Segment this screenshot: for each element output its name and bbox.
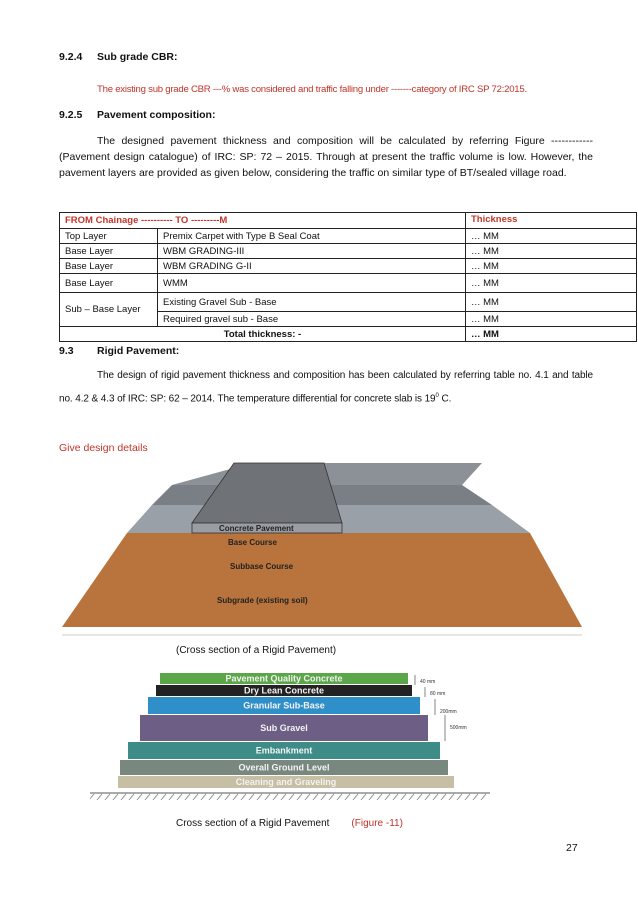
layer-label: Cleaning and Graveling bbox=[235, 777, 337, 787]
subbase-layer-cell: Sub – Base Layer bbox=[60, 293, 158, 327]
table-header-row bbox=[60, 213, 637, 229]
hatch-stroke bbox=[241, 794, 246, 800]
hatch-stroke bbox=[185, 794, 190, 800]
hatch-stroke bbox=[217, 794, 222, 800]
hatch-stroke bbox=[409, 794, 414, 800]
hatch-stroke bbox=[129, 794, 134, 800]
dim-label-1: 40 mm bbox=[420, 679, 436, 685]
hatch-stroke bbox=[105, 794, 110, 800]
material-cell: WBM GRADING G-II bbox=[158, 259, 466, 274]
hatch-stroke bbox=[457, 794, 462, 800]
hatch-stroke bbox=[137, 794, 142, 800]
give-design-details: Give design details bbox=[59, 442, 148, 454]
layer-stack bbox=[118, 673, 454, 788]
hatch-stroke bbox=[337, 794, 342, 800]
hatch-stroke bbox=[305, 794, 310, 800]
hatch-stroke bbox=[473, 794, 478, 800]
figure1-caption: (Cross section of a Rigid Pavement) bbox=[176, 645, 337, 656]
hatch-stroke bbox=[321, 794, 326, 800]
section-num-925: 9.2.5 bbox=[59, 109, 83, 121]
section-title-924: Sub grade CBR: bbox=[97, 51, 178, 63]
pavement-composition-table bbox=[59, 212, 637, 342]
layer-label: Overall Ground Level bbox=[238, 762, 330, 773]
section-title-925: Pavement composition: bbox=[97, 109, 216, 121]
rigid-text-a: The design of rigid pavement thickness and composition has been calculated by referring table no. 4.1 and table no. 4.2 & 4.3 of IRC: SP: 62 – 2014. The temperature differential for concrete slab is 19 bbox=[59, 370, 593, 405]
hatch-stroke bbox=[233, 794, 238, 800]
rigid-pavement-paragraph bbox=[59, 366, 593, 409]
rigid-pavement-3d-figure bbox=[62, 455, 582, 640]
layer-cell: Base Layer bbox=[60, 274, 158, 293]
dim-label-2: 80 mm bbox=[430, 691, 446, 697]
dim-label-4: 500mm bbox=[450, 725, 467, 731]
material-cell: WBM GRADING-III bbox=[158, 244, 466, 259]
hatch-stroke bbox=[169, 794, 174, 800]
table-row bbox=[60, 274, 637, 293]
thickness-header bbox=[466, 213, 637, 229]
hatch-stroke bbox=[201, 794, 206, 800]
hatch-stroke bbox=[393, 794, 398, 800]
subgrade-label: Subgrade (existing soil) bbox=[217, 596, 308, 605]
thickness-cell: … MM bbox=[466, 229, 637, 244]
hatch-stroke bbox=[257, 794, 262, 800]
subbase-course-label: Subbase Course bbox=[230, 562, 294, 571]
total-value-cell: … MM bbox=[466, 327, 637, 342]
hatch-stroke bbox=[369, 794, 374, 800]
hatch-stroke bbox=[297, 794, 302, 800]
layer-label: Pavement Quality Concrete bbox=[225, 673, 343, 684]
hatch-stroke bbox=[97, 794, 102, 800]
hatch-stroke bbox=[329, 794, 334, 800]
layer-cell: Base Layer bbox=[60, 259, 158, 274]
hatch-stroke bbox=[481, 794, 486, 800]
layer-label: Granular Sub-Base bbox=[243, 700, 325, 711]
chainage-header bbox=[60, 213, 466, 229]
rigid-text-b: C. bbox=[438, 393, 452, 405]
material-cell: Existing Gravel Sub - Base bbox=[158, 293, 466, 312]
pavement-paragraph: The designed pavement thickness and composition will be calculated by referring Figure ------------ (Pavement design catalogue) of IRC: SP: 72 – 2015. Through at present the traffic volume is low. However, the pavement layers are provided as given below, considering the traffic on similar type of BT/sealed village road. bbox=[59, 135, 593, 179]
hatch-stroke bbox=[90, 794, 94, 800]
section-title-93: Rigid Pavement: bbox=[97, 345, 180, 357]
hatch-stroke bbox=[417, 794, 422, 800]
table-row bbox=[60, 259, 637, 274]
base-course-label: Base Course bbox=[228, 538, 277, 547]
table-row bbox=[60, 293, 637, 312]
figure2-caption bbox=[176, 818, 403, 829]
thickness-cell: … MM bbox=[466, 293, 637, 312]
thickness-cell: … MM bbox=[466, 244, 637, 259]
material-cell: Premix Carpet with Type B Seal Coat bbox=[158, 229, 466, 244]
section-num-93: 9.3 bbox=[59, 345, 74, 357]
table-row bbox=[60, 229, 637, 244]
layer-label: Dry Lean Concrete bbox=[243, 685, 325, 696]
chainage-header-text: FROM Chainage ---------- TO ---------M bbox=[65, 215, 228, 226]
thickness-cell: … MM bbox=[466, 312, 637, 327]
hatch-stroke bbox=[153, 794, 158, 800]
hatch-stroke bbox=[289, 794, 294, 800]
hatch-stroke bbox=[433, 794, 438, 800]
hatch-stroke bbox=[353, 794, 358, 800]
figure2-caption-text: Cross section of a Rigid Pavement bbox=[176, 818, 330, 829]
table-total-row bbox=[60, 327, 637, 342]
hatch-stroke bbox=[161, 794, 166, 800]
figure-ref: (Figure -11) bbox=[351, 818, 403, 829]
hatch-stroke bbox=[177, 794, 182, 800]
concrete-top-face bbox=[192, 463, 342, 523]
layer-label: Sub Gravel bbox=[260, 723, 308, 733]
subgrade-layer bbox=[62, 533, 582, 627]
hatch-stroke bbox=[281, 794, 286, 800]
layer-cell: Base Layer bbox=[60, 244, 158, 259]
hatch-stroke bbox=[345, 794, 350, 800]
hatch-stroke bbox=[273, 794, 278, 800]
hatch-stroke bbox=[193, 794, 198, 800]
material-cell: WMM bbox=[158, 274, 466, 293]
degree-superscript: 0 bbox=[435, 393, 439, 399]
page-number: 27 bbox=[566, 842, 578, 854]
layer-cell: Top Layer bbox=[60, 229, 158, 244]
thickness-header-text: Thickness bbox=[471, 214, 518, 225]
hatch-stroke bbox=[145, 794, 150, 800]
hatch-stroke bbox=[121, 794, 126, 800]
hatch-stroke bbox=[313, 794, 318, 800]
cbr-statement: The existing sub grade CBR ---% was considered and traffic falling under -------category of IRC SP 72:2015. bbox=[97, 84, 527, 95]
hatch-stroke bbox=[401, 794, 406, 800]
hatch-stroke bbox=[249, 794, 254, 800]
hatch-stroke bbox=[361, 794, 366, 800]
dim-label-3: 200mm bbox=[440, 709, 457, 715]
table-row bbox=[60, 244, 637, 259]
rigid-pavement-layers-figure bbox=[90, 665, 490, 805]
hatch-stroke bbox=[113, 794, 118, 800]
hatch-stroke bbox=[385, 794, 390, 800]
hatch-stroke bbox=[265, 794, 270, 800]
hatch-stroke bbox=[377, 794, 382, 800]
material-cell: Required gravel sub - Base bbox=[158, 312, 466, 327]
section-num-924: 9.2.4 bbox=[59, 51, 83, 63]
ground-hatching bbox=[90, 794, 486, 800]
thickness-cell: … MM bbox=[466, 274, 637, 293]
hatch-stroke bbox=[465, 794, 470, 800]
hatch-stroke bbox=[225, 794, 230, 800]
total-label-cell: Total thickness: - bbox=[60, 327, 466, 342]
hatch-stroke bbox=[425, 794, 430, 800]
thickness-cell: … MM bbox=[466, 259, 637, 274]
layer-label: Embankment bbox=[255, 745, 313, 756]
hatch-stroke bbox=[209, 794, 214, 800]
hatch-stroke bbox=[441, 794, 446, 800]
concrete-pavement-label: Concrete Pavement bbox=[219, 524, 294, 533]
hatch-stroke bbox=[449, 794, 454, 800]
